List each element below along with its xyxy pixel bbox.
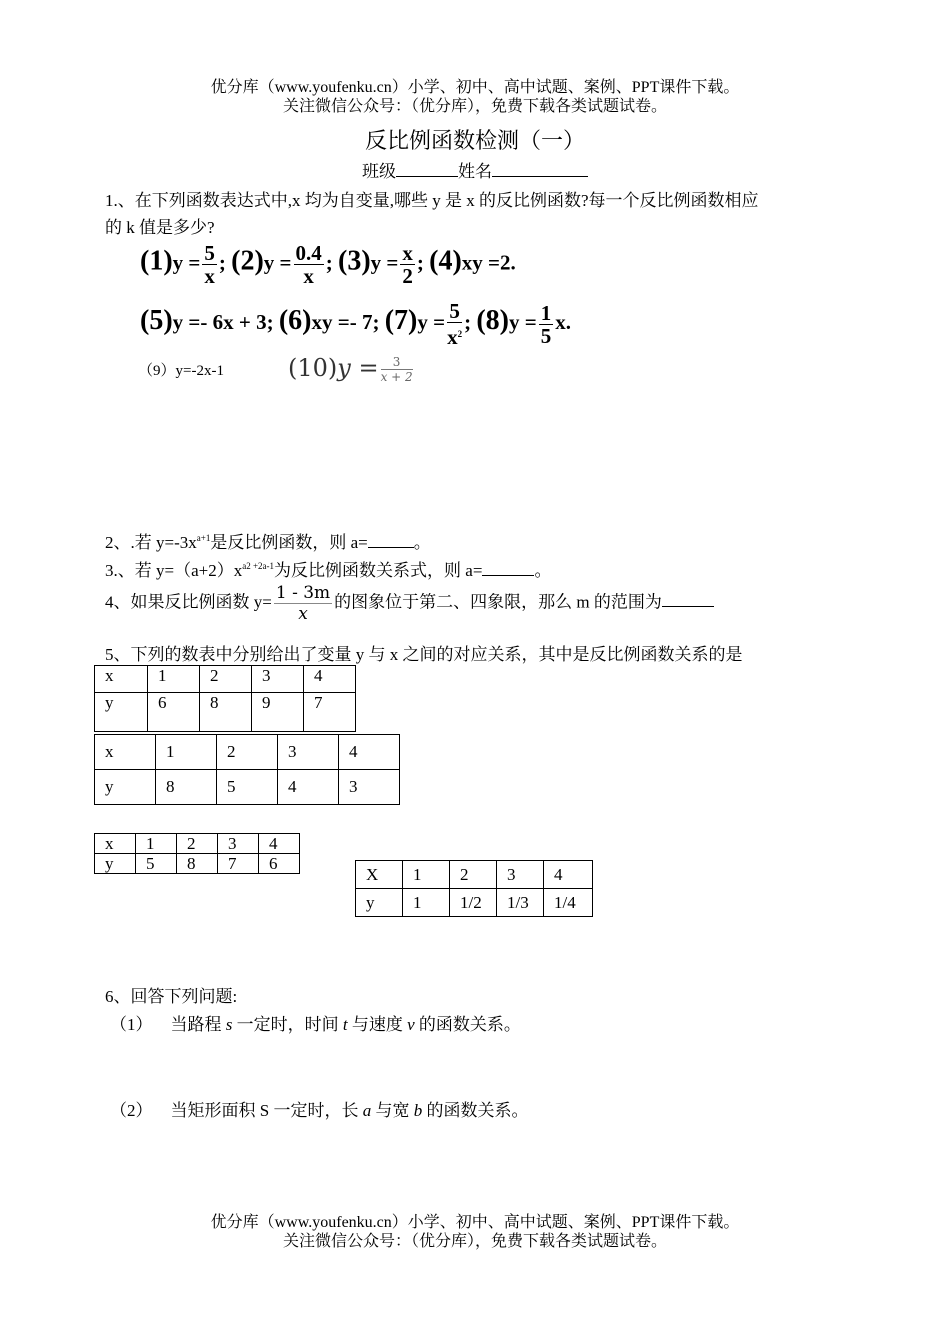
item-10-fraction <box>381 355 413 384</box>
table-cell: X <box>356 861 403 889</box>
item-6-expression: xy =- 7; <box>311 309 380 334</box>
q2 <box>105 528 431 553</box>
table-cell: 1/3 <box>497 889 544 917</box>
q4-text-after: 的图象位于第二、四象限，那么 m 的范围为 <box>334 592 662 612</box>
table-cell: 1 <box>403 861 450 889</box>
table-4 <box>355 860 593 917</box>
table-cell: 1 <box>403 889 450 917</box>
item-2-numerator: 0.4 <box>295 241 322 265</box>
item-10-denominator: x + 2 <box>380 370 413 384</box>
q6-sub-1-text: 一定时，时间 <box>232 1015 343 1034</box>
item-1-lhs: y = <box>172 250 201 275</box>
table-cell: 5 <box>217 770 278 805</box>
item-7-exponent: 2 <box>457 329 463 339</box>
table-cell: 8 <box>200 693 252 732</box>
q6-sub-1-text: 的函数关系。 <box>414 1015 521 1034</box>
item-5-expression: y =- 6x + 3; <box>172 309 274 334</box>
table-cell: 1 <box>136 834 177 854</box>
table-cell: x <box>95 666 148 693</box>
q1-equations-row-2 <box>140 300 571 348</box>
q3-end: 。 <box>534 561 552 580</box>
var-b: b <box>413 1101 423 1120</box>
q6-sub-2-text: 当矩形面积 S 一定时，长 <box>170 1101 363 1120</box>
item-2-fraction <box>294 242 324 287</box>
q6-sub-1-number: （1） <box>110 1015 153 1034</box>
q4-denominator: x <box>298 604 308 624</box>
item-8-lhs: y = <box>508 309 537 334</box>
q6-sub-2-text: 与宽 <box>371 1101 414 1120</box>
table-cell: 6 <box>148 693 200 732</box>
table-cell: 8 <box>177 854 218 874</box>
table-row <box>95 666 356 693</box>
q6-sub-1 <box>110 1010 521 1035</box>
table-cell: 8 <box>156 770 217 805</box>
item-10-lhs: y = <box>337 354 379 382</box>
q6-sub-1-text: 与速度 <box>347 1015 408 1034</box>
table-row <box>95 834 300 854</box>
item-8-label: (8) <box>476 304 509 336</box>
q3-answer-blank[interactable] <box>482 575 534 576</box>
item-1-label: (1) <box>140 245 173 277</box>
q5: 5、下列的数表中分别给出了变量 y 与 x 之间的对应关系，其中是反比例函数关系的是 <box>105 645 743 664</box>
table-cell: 4 <box>544 861 593 889</box>
item-7-numerator: 5 <box>447 300 462 323</box>
item-8-fraction <box>539 302 554 347</box>
item-6-label: (6) <box>278 304 312 336</box>
item-1-denominator: x <box>204 264 215 288</box>
table-row <box>95 735 400 770</box>
q3-exponent: a2 +2a-1 <box>242 561 275 571</box>
table-cell: y <box>95 693 148 732</box>
table-cell: 3 <box>252 666 304 693</box>
table-cell: 3 <box>497 861 544 889</box>
table-row <box>95 854 300 874</box>
q6-title: 6、回答下列问题: <box>105 987 238 1006</box>
sep: ; <box>325 250 333 275</box>
item-2-lhs: y = <box>263 250 292 275</box>
table-cell: 7 <box>304 693 356 732</box>
q2-exponent: a+1 <box>196 533 211 543</box>
item-3-denominator: 2 <box>402 264 413 288</box>
item-8-numerator: 1 <box>540 300 552 325</box>
q3 <box>105 556 551 581</box>
page-title: 反比例函数检测（一） <box>364 128 585 153</box>
q4-fraction <box>274 583 332 624</box>
q4-numerator: 1 - 3m <box>275 583 331 603</box>
q4-answer-blank[interactable] <box>662 606 714 607</box>
table-cell: y <box>95 770 156 805</box>
item-7-label: (7) <box>384 304 418 336</box>
table-2 <box>94 734 400 805</box>
q6-sub-2-number: （2） <box>110 1101 153 1120</box>
header-line-2: 关注微信公众号：（优分库），免费下载各类试题试卷。 <box>282 98 667 115</box>
item-7-denominator <box>447 323 462 348</box>
class-name-line <box>0 157 950 182</box>
item-9: （9）y=-2x-1 <box>138 363 224 379</box>
var-s: s <box>225 1015 233 1034</box>
item-7-lhs: y = <box>417 309 446 334</box>
q2-text-after: 是反比例函数，则 a= <box>210 533 368 552</box>
table-cell: 5 <box>136 854 177 874</box>
q3-text-after: 为反比例函数关系式，则 a= <box>274 561 483 580</box>
table-cell: 2 <box>450 861 497 889</box>
table-row <box>356 861 593 889</box>
table-cell: 4 <box>259 834 300 854</box>
table-cell: 4 <box>304 666 356 693</box>
item-3-numerator: x <box>402 241 413 265</box>
name-label: 姓名 <box>458 162 492 181</box>
item-2-denominator: x <box>303 264 314 288</box>
table-row <box>95 693 356 732</box>
var-a: a <box>362 1101 372 1120</box>
q4 <box>105 583 714 624</box>
table-3 <box>94 833 300 874</box>
item-1-fraction <box>202 242 217 287</box>
item-3-fraction <box>400 242 415 287</box>
footer-line-2: 关注微信公众号：（优分库），免费下载各类试题试卷。 <box>282 1233 667 1250</box>
item-3-label: (3) <box>338 245 371 277</box>
sep: ; <box>218 250 226 275</box>
item-4-expression: xy =2. <box>461 250 516 275</box>
table-cell: x <box>95 735 156 770</box>
table-cell: y <box>95 854 136 874</box>
item-4-label: (4) <box>429 245 462 277</box>
item-5-label: (5) <box>140 304 173 336</box>
q6-sub-2 <box>110 1096 528 1121</box>
table-cell: 9 <box>252 693 304 732</box>
item-2-label: (2) <box>231 245 264 277</box>
class-blank[interactable] <box>396 176 458 177</box>
table-cell: 3 <box>218 834 259 854</box>
name-blank[interactable] <box>492 176 588 177</box>
table-cell: 1 <box>156 735 217 770</box>
q4-text: 4、如果反比例函数 y= <box>105 592 272 612</box>
sep: ; <box>464 309 472 334</box>
q6-sub-2-text: 的函数关系。 <box>422 1101 529 1120</box>
table-cell: 3 <box>278 735 339 770</box>
table-cell: 1 <box>148 666 200 693</box>
item-10-numerator: 3 <box>381 355 413 370</box>
table-cell: 2 <box>217 735 278 770</box>
table-cell: 1/4 <box>544 889 593 917</box>
table-cell: x <box>95 834 136 854</box>
class-label: 班级 <box>362 162 396 181</box>
table-cell: 7 <box>218 854 259 874</box>
item-1-numerator: 5 <box>204 241 215 265</box>
q1-line-1: 1.、在下列函数表达式中,x 均为自变量,哪些 y 是 x 的反比例函数?每一个反比例函数相应 <box>105 191 759 210</box>
table-cell: 1/2 <box>450 889 497 917</box>
q2-answer-blank[interactable] <box>368 547 414 548</box>
q6-sub-1-text: 当路程 <box>170 1015 226 1034</box>
item-3-lhs: y = <box>370 250 399 275</box>
q2-end: 。 <box>413 533 431 552</box>
footer-line-1: 优分库（www.youfenku.cn）小学、初中、高中试题、案例、PPT课件下载。 <box>210 1214 740 1231</box>
var-v: v <box>407 1015 415 1034</box>
item-10-label: (10) <box>288 354 338 382</box>
table-cell: 4 <box>339 735 400 770</box>
table-row <box>356 889 593 917</box>
table-cell: y <box>356 889 403 917</box>
table-cell: 2 <box>177 834 218 854</box>
item-7-fraction <box>447 300 462 348</box>
table-cell: 3 <box>339 770 400 805</box>
q1-line-2: 的 k 值是多少? <box>105 218 215 237</box>
var-t: t <box>342 1015 348 1034</box>
item-7-den-base: x <box>447 325 458 349</box>
table-cell: 6 <box>259 854 300 874</box>
item-10 <box>288 354 415 384</box>
sep: ; <box>416 250 424 275</box>
table-row <box>95 770 400 805</box>
table-cell: 4 <box>278 770 339 805</box>
item-8-tail: x. <box>555 309 571 334</box>
table-1 <box>94 665 356 732</box>
item-8-denominator: 5 <box>540 323 552 348</box>
header-line-1: 优分库（www.youfenku.cn）小学、初中、高中试题、案例、PPT课件下载。 <box>210 79 740 96</box>
q3-text: 3.、若 y=（a+2）x <box>105 561 243 580</box>
table-cell: 2 <box>200 666 252 693</box>
q1-equations-row-1 <box>140 242 516 287</box>
q2-text: 2、.若 y=-3x <box>105 533 197 552</box>
